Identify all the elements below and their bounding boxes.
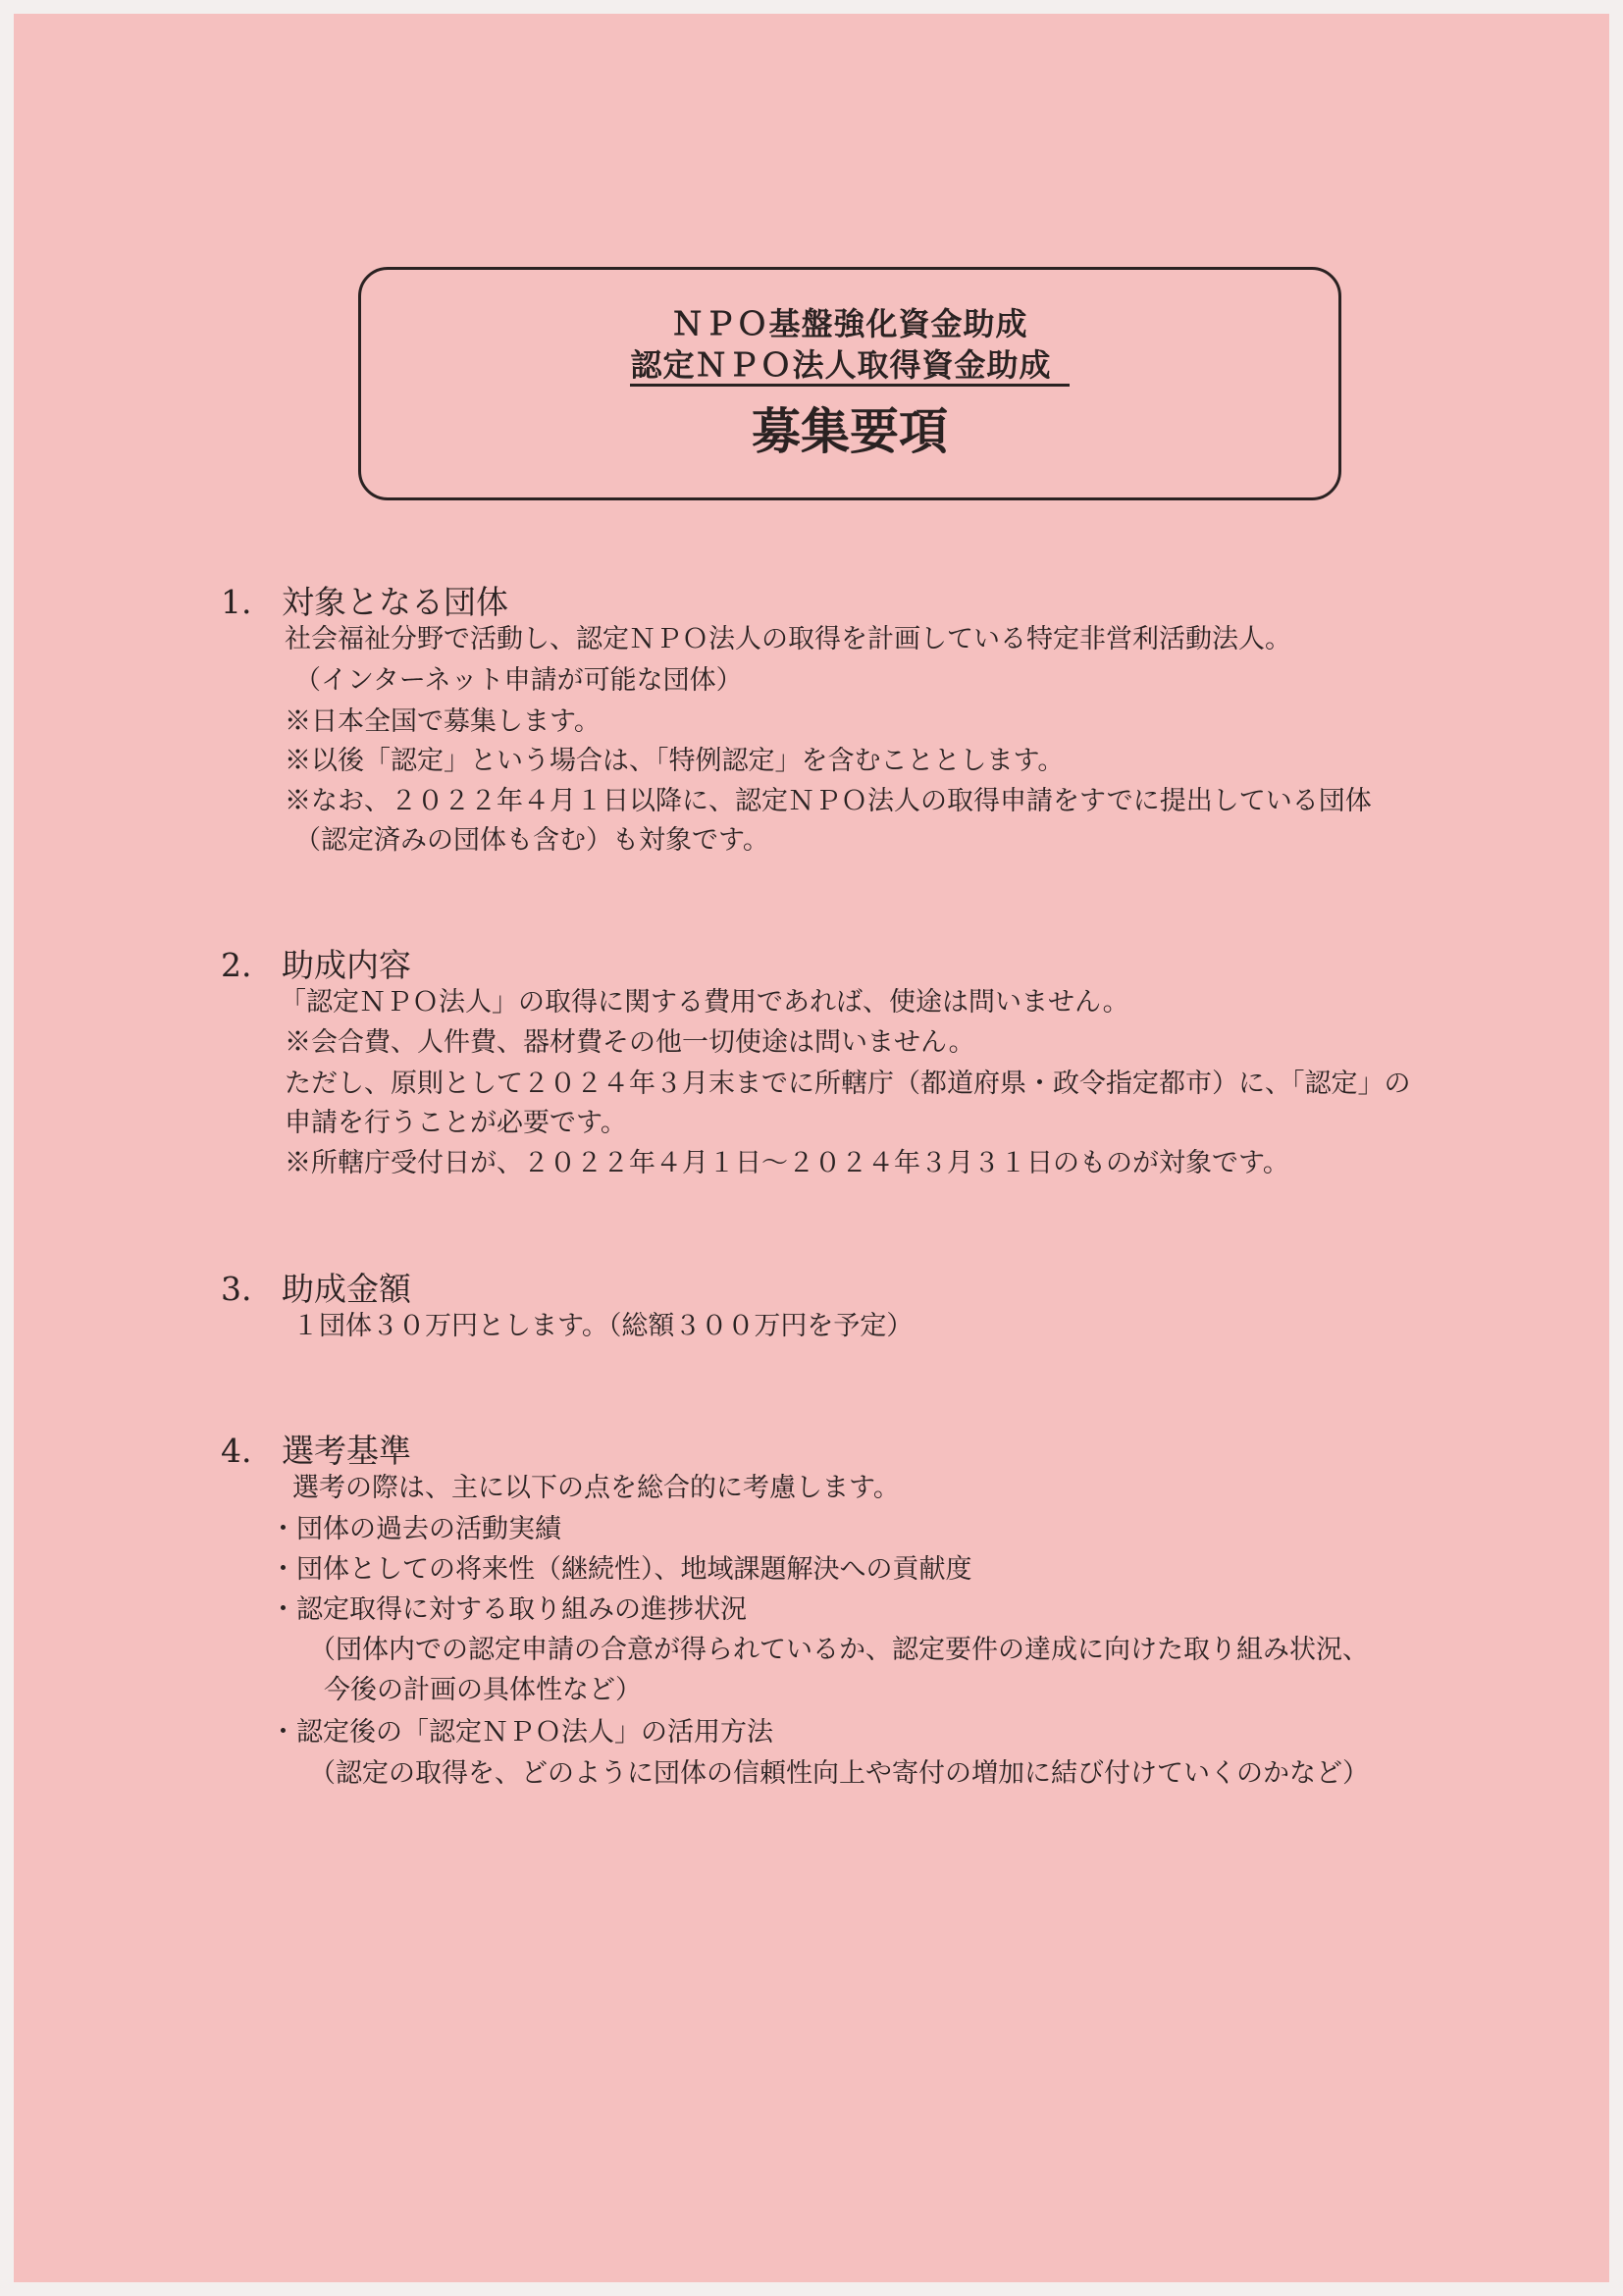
section-1-line: 社会福祉分野で活動し、認定ＮＰＯ法人の取得を計画している特定非営利活動法人。 (285, 624, 1291, 654)
section-4-bullet: ・認定取得に対する取り組みの進捗状況 (270, 1594, 747, 1625)
section-2-line: 申請を行うことが必要です。 (285, 1108, 627, 1138)
section-4-line: 今後の計画の具体性など） (324, 1675, 642, 1705)
section-4-line: （団体内での認定申請の合意が得られているか、認定要件の達成に向けた取り組み状況、 (309, 1635, 1369, 1665)
section-2-line: 「認定ＮＰＯ法人」の取得に関する費用であれば、使途は問いません。 (280, 987, 1129, 1018)
section-1-line: ※日本全国で募集します。 (285, 706, 601, 737)
section-2-line: ただし、原則として２０２４年３月末までに所轄庁（都道府県・政令指定都市）に、「認定」の (285, 1069, 1411, 1099)
title-main: 募集要項 (752, 403, 948, 460)
section-1-line: ※なお、２０２２年４月１日以降に、認定ＮＰＯ法人の取得申請をすでに提出している団体 (285, 786, 1372, 816)
section-1-line: （インターネット申請が可能な団体） (294, 665, 743, 696)
section-4-line: 選考の際は、主に以下の点を総合的に考慮します。 (292, 1473, 900, 1503)
title-line-1: ＮＰＯ基盤強化資金助成 (671, 305, 1028, 342)
section-1-line: （認定済みの団体も含む）も対象です。 (294, 825, 769, 856)
section-3-line: １団体３０万円とします。（総額３００万円を予定） (292, 1311, 914, 1341)
section-1-line: ※以後「認定」という場合は、「特例認定」を含むこととします。 (285, 746, 1065, 776)
section-3-heading: 3. 助成金額 (221, 1270, 411, 1308)
section-4-bullet: ・団体の過去の活動実績 (270, 1514, 561, 1544)
section-2-line: ※会合費、人件費、器材費その他一切使途は問いません。 (285, 1027, 975, 1058)
section-4-bullet: ・認定後の「認定ＮＰＯ法人」の活用方法 (270, 1717, 773, 1748)
section-4-line: （認定の取得を、どのように団体の信頼性向上や寄付の増加に結び付けていくのかなど） (309, 1758, 1369, 1789)
section-4-heading: 4. 選考基準 (221, 1432, 411, 1470)
section-1-heading: 1. 対象となる団体 (221, 583, 508, 621)
section-2-line: ※所轄庁受付日が、２０２２年４月１日～２０２４年３月３１日のものが対象です。 (285, 1148, 1289, 1178)
title-box (358, 267, 1341, 500)
section-2-heading: 2. 助成内容 (221, 946, 411, 984)
section-4-bullet: ・団体としての将来性（継続性）、地域課題解決への貢献度 (270, 1554, 972, 1585)
title-line-2: 認定ＮＰＯ法人取得資金助成 (630, 346, 1069, 387)
